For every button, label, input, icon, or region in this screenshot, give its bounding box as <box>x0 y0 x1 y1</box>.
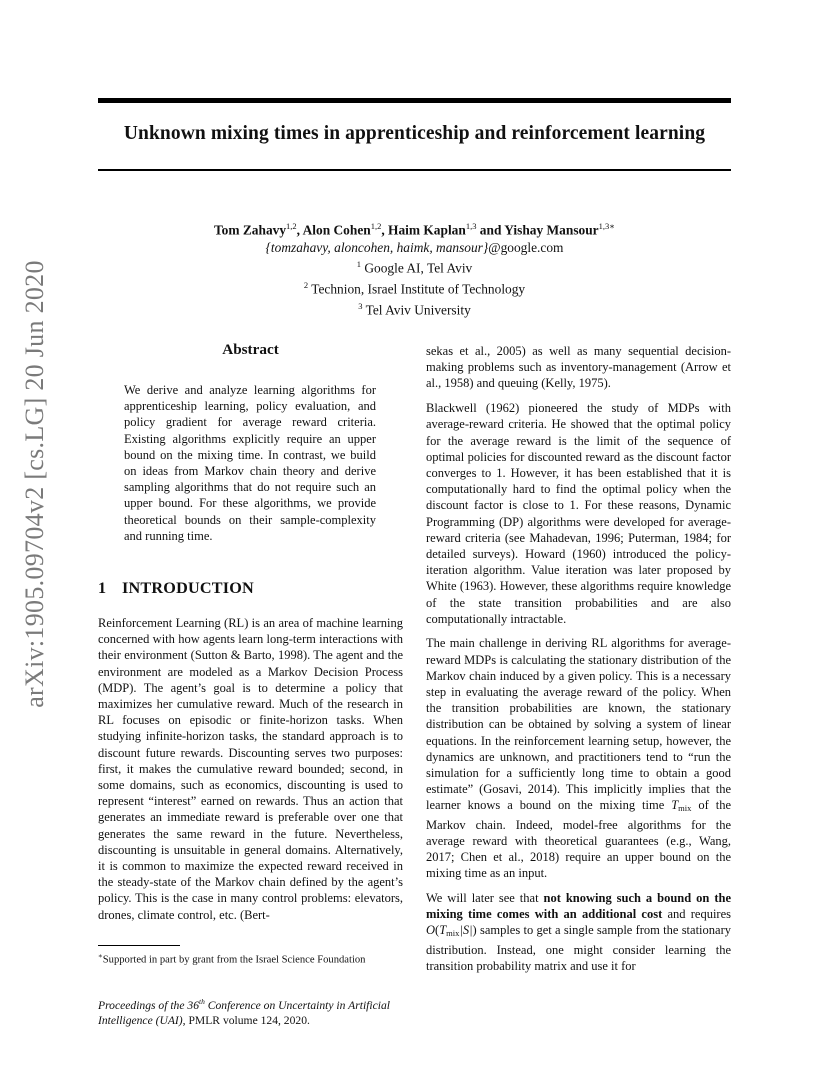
proceedings-note: Proceedings of the 36th Conference on Uncertainty in Artificial Intelligence (UAI), PMLR volume 124, 2020. <box>98 997 390 1027</box>
paper-title: Unknown mixing times in apprenticeship and reinforcement learning <box>123 123 706 144</box>
author-emails: {tomzahavy, aloncohen, haimk, mansour}@google.com <box>265 239 564 255</box>
right-paragraph-0: sekas et al., 2005) as well as many sequential decision-making problems such as inventory-management (Arrow et al., 1958) and queuing (Kelly, 1975). <box>426 344 731 391</box>
right-column-body <box>426 343 731 983</box>
intro-paragraph-1: Reinforcement Learning (RL) is an area of machine learning concerned with how agents learn long-term interactions with their environment (Sutton & Barto, 1998). The agent and the environment are modeled as a Markov Decision Process (MDP). The agent’s goal is to determine a policy that maximizes her cumulative reward. Much of the research in RL focuses on episodic or finite-horizon tasks. When studying infinite-horizon tasks, the standard approach is to discount future rewards. Discounting serves two purposes: first, it makes the cumulative reward bounded; second, in some domains, such as economics, discounting is used to represent “interest” earned on rewards. Thus an action that generates an immediate reward is preferable over one that generates the same reward in the future. Nevertheless, discounting is unsuitable in general domains. Alternatively, it is common to maximize the expected reward received in the steady-state of the Markov chain defined by the agent’s policy. This is the case in many control problems: elevators, drones, climate control, etc. (Bert- <box>98 616 403 922</box>
footnote-rule <box>98 945 180 946</box>
author-3: Haim Kaplan <box>388 222 466 238</box>
section-number: 1 <box>98 579 107 597</box>
footnote: ∗Supported in part by grant from the Israel Science Foundation <box>98 952 366 966</box>
author-names: Tom Zahavy$^{1,2}$, Alon Cohen$^{1,2}$, Haim Kaplan$^{1,3}$ and Yishay Mansour$^{1,3∗}$ <box>213 221 616 238</box>
math-t-mix: $T_{mix}$ <box>671 798 692 814</box>
math-complexity: $O(T_{mix}|S|)$ <box>426 923 477 939</box>
arxiv-identifier: arXiv:1905.09704v2 [cs.LG] 20 Jun 2020 <box>20 260 49 708</box>
author-1: Tom Zahavy <box>213 222 287 238</box>
top-rule <box>98 98 731 103</box>
author-2: Alon Cohen <box>302 222 371 238</box>
abstract-text: We derive and analyze learning algorithms for apprenticeship learning, policy evaluation, and policy gradient for average reward criteria. Existing algorithms explicitly require an upper bound on the mixing time. In contrast, we build on ideas from Markov chain theory and derive sampling algorithms that do not require such an upper bound. For these algorithms, we provide theoretical bounds on their sample-complexity and running time. <box>124 383 376 543</box>
affiliation-3: $^3$ Tel Aviv University <box>358 300 471 318</box>
left-column-body <box>98 615 403 923</box>
affiliation-2: $^2$ Technion, Israel Institute of Technology <box>303 279 526 297</box>
bold-emphasis: not knowing such a bound on the mixing time comes with an additional cost <box>426 891 731 922</box>
affiliation-1: $^1$ Google AI, Tel Aviv <box>356 259 473 276</box>
author-block <box>98 218 731 318</box>
title-rule <box>98 169 731 171</box>
section-title: INTRODUCTION <box>122 579 254 597</box>
right-paragraph-3: We will later see that not knowing such a bound on the mixing time comes with an additional cost and requires $O(T_{mix}|S|)$ samples to get a single sample from the stationary distribution. Instead, one might consider learning the transition probability matrix and use it for <box>426 891 732 973</box>
right-paragraph-2: The main challenge in deriving RL algorithms for average-reward MDPs is calculating the stationary distribution of the Markov chain induced by a given policy. This is a necessary step in evaluating the average reward of the policy. When the transition probabilities are known, the stationary distribution can be obtained by solving a system of linear equations. In the reinforcement learning setup, however, the dynamics are unknown, and practitioners tend to “run the simulation for a sufficiently long time to obtain a good estimate” (Gosavi, 2014). This implicitly implies that the learner knows a bound on the mixing time $T_{mix}$ of the Markov chain. Indeed, model-free algorithms for the average reward with theoretical guarantees (e.g., Wang, 2017; Chen et al., 2018) require an upper bound on the mixing time as an input. <box>426 636 732 881</box>
section-heading-introduction <box>98 579 254 598</box>
right-paragraph-1: Blackwell (1962) pioneered the study of MDPs with average-reward criteria. He showed that the optimal policy for the average reward is the limit of the sequence of optimal policies for discounted reward as the discount factor converges to 1. However, it has been established that it is computationally hard to find the optimal policy when the discount factor is close to 1. For these reasons, Dynamic Programming (DP) algorithms were developed for average-reward criteria (see Mahadevan, 1996; Puterman, 1984; for detailed surveys). Howard (1960) introduced the policy-iteration algorithm. Value iteration was later proposed by White (1963). However, these algorithms require knowledge of the state transition probabilities and are also computationally intractable. <box>426 401 731 626</box>
author-4: Yishay Mansour <box>504 222 599 238</box>
abstract-heading: Abstract <box>222 341 279 358</box>
